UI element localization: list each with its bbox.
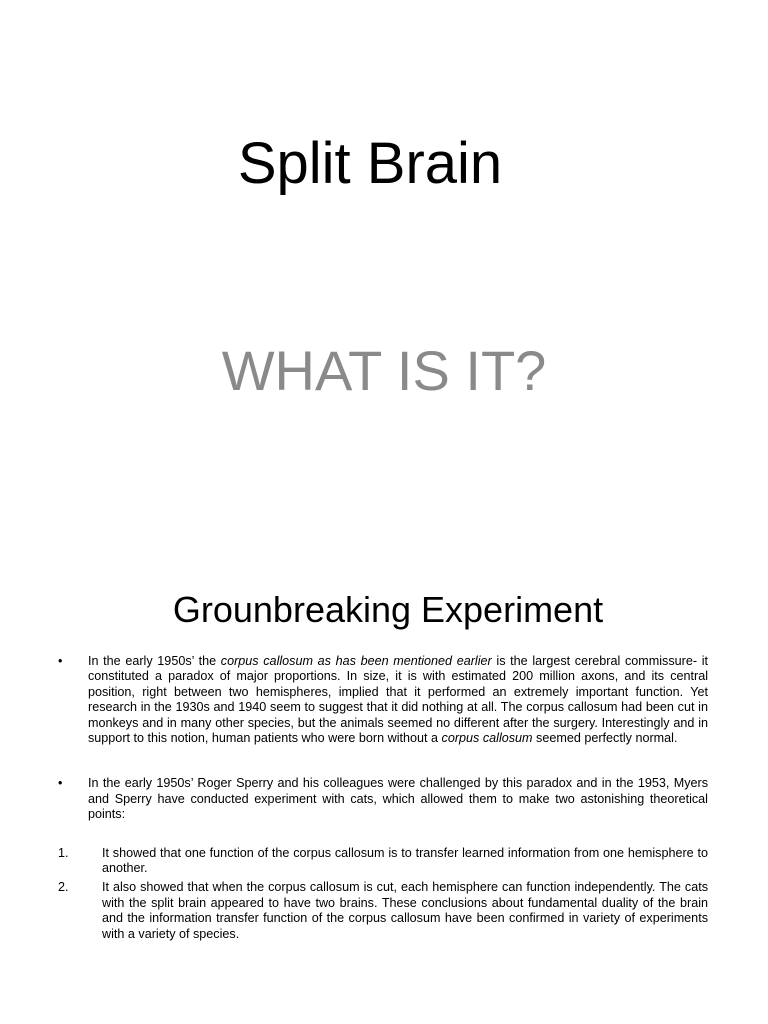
bullet-text: In the early 1950s’ Roger Sperry and his colleagues were challenged by this paradox and in the 1953, Myers and Sperry have conducted experiment with cats, which allowed them to make two astonishing theoretical points: xyxy=(88,776,708,822)
numbered-text: It showed that one function of the corpus callosum is to transfer learned information from one hemisphere to another. xyxy=(102,845,708,876)
slide-title: Split Brain xyxy=(237,131,503,196)
bullet-marker: • xyxy=(58,776,63,791)
bullet-text: In the early 1950s’ the corpus callosum as has been mentioned earlier is the largest cerebral commissure- it constituted a paradox of major proportions. In size, it is with estimated 200 million axons, and its central position, right between two hemispheres, implied that it performed an extremely important function. Yet research in the 1930s and 1940 seem to suggest that it did nothing at all. The corpus callosum had been cut in monkeys and in many other species, but the animals seemed no different after the surgery. Interestingly and in support to this notion, human patients who were born without a corpus callosum seemed perfectly normal. xyxy=(88,654,709,746)
list-number: 1. xyxy=(58,845,69,860)
italic-term: corpus callosum xyxy=(441,731,533,746)
bullet-item xyxy=(56,654,708,746)
numbered-text: It also showed that when the corpus callosum is cut, each hemisphere can function independently. The cats with the split brain appeared to have two brains. These conclusions about fundamental duality of the brain and the information transfer function of the corpus callosum have been confirmed in variety of experiments with a variety of species. xyxy=(102,880,708,941)
numbered-item xyxy=(56,846,708,877)
section-heading: Grounbreaking Experiment xyxy=(172,589,604,630)
body-text xyxy=(56,654,708,942)
bullet-item xyxy=(56,776,708,822)
slide-subtitle: WHAT IS IT? xyxy=(221,339,547,402)
bullet-marker: • xyxy=(58,654,63,668)
italic-term: corpus callosum as has been mentioned earlier xyxy=(220,654,492,668)
list-number: 2. xyxy=(58,880,69,895)
numbered-item xyxy=(56,880,708,942)
